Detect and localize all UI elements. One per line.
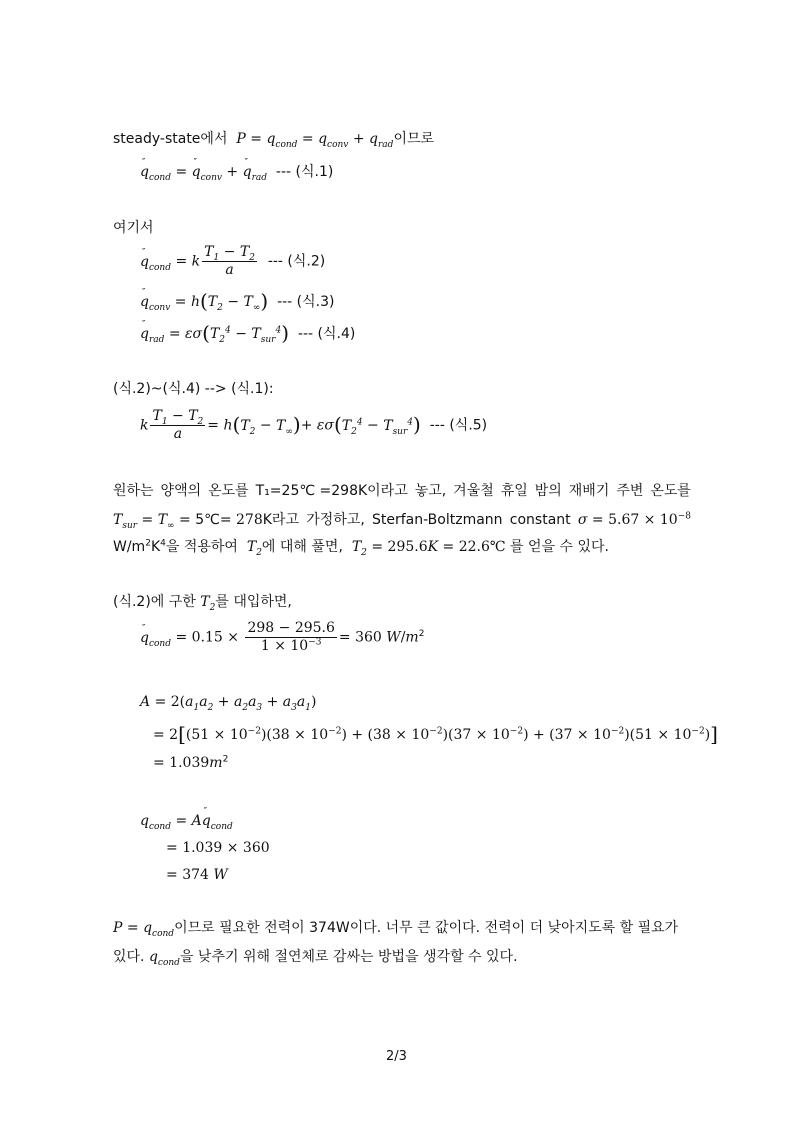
area-substitution: = $2[(51 \times 10^{-2})(38 \times 10^{-2}) + (38 \times 10^{-2})(37 \times 10^{-2}) + (37 \times 10^{-2})(51 \times 10^{-2})]$: [153, 722, 718, 746]
substitution-line: (식.2)~(식.4) --> (식.1):: [113, 381, 274, 397]
equation-1: ″ $q_{cond}$ = ″ $q_{conv}$ + ″ $q_{rad}$ --- (식.1): [140, 162, 333, 182]
heat-rate-substitution: = 1.039 × 360: [166, 840, 270, 856]
area-result: = $1.039m^2$: [153, 754, 229, 771]
substitute-line: (식.2)에 구한 $T_2$를 대입하면,: [113, 594, 292, 613]
paragraph-line-2: $T_{sur} = T_\infty$ = 5℃= 278K라고 가정하고, Sterfan-Boltzmann constant $\sigma = 5.67 \times 10^{-8}$: [113, 511, 691, 531]
paragraph-line-3: $W/m^2K^4$을 적용하여 $T_2$에 대해 풀면, $T_2 = 295.6K$ = 22.6℃ 를 얻을 수 있다.: [113, 538, 609, 558]
area-formula: $A = 2(a_1a_2 + a_2a_3 + a_3a_1)$: [140, 694, 317, 713]
paragraph-line-1: 원하는 양액의 온도를 T₁=25℃ =298K이라고 놓고, 겨울철 휴일 밤의 재배기 주변 온도를: [113, 483, 691, 499]
here-label: 여기서: [113, 220, 154, 236]
page-number: 2/3: [386, 1049, 407, 1064]
heat-flux-calc: ″ $q_{cond} = 0.15$ × $\frac{298 - 295.6}{1 \times 10^{-3}}$ = 360 $W/m^2$: [140, 620, 424, 655]
equation-4: ″ $q_{rad} = \varepsilon\sigma(T_2^4 - T_{sur}^4)$ --- (식.4): [140, 323, 355, 344]
equation-3: ″ $q_{conv} = h(T_2 - T_\infty)$ --- (식.3): [140, 291, 335, 312]
heat-rate-formula: $q_{cond} = A''$ $q_{cond}$: [140, 811, 233, 831]
heat-rate-result: = 374 W: [166, 867, 228, 883]
conclusion-line-1: $P = q_{cond}$이므로 필요한 전력이 374W이다. 너무 큰 값이다. 전력이 더 낮아지도록 할 필요가: [113, 920, 679, 939]
intro-line: steady-state에서 $P = q_{cond} = q_{conv} + q_{rad}$이므로: [113, 131, 435, 150]
conclusion-line-2: 있다. $q_{cond}$을 낮추기 위해 절연체로 감싸는 방법을 생각할 수 있다.: [113, 949, 518, 968]
equation-2: ″ $q_{cond} = k$ $\frac{T_1 - T_2}{a}$ --- (식.2): [140, 244, 325, 279]
equation-5: k $\frac{T_1 - T_2}{a}$ = $h(T_2 - T_\infty)+ \varepsilon\sigma(T_2^4 - T_{sur}^4)$ --- (식.5): [140, 408, 488, 442]
